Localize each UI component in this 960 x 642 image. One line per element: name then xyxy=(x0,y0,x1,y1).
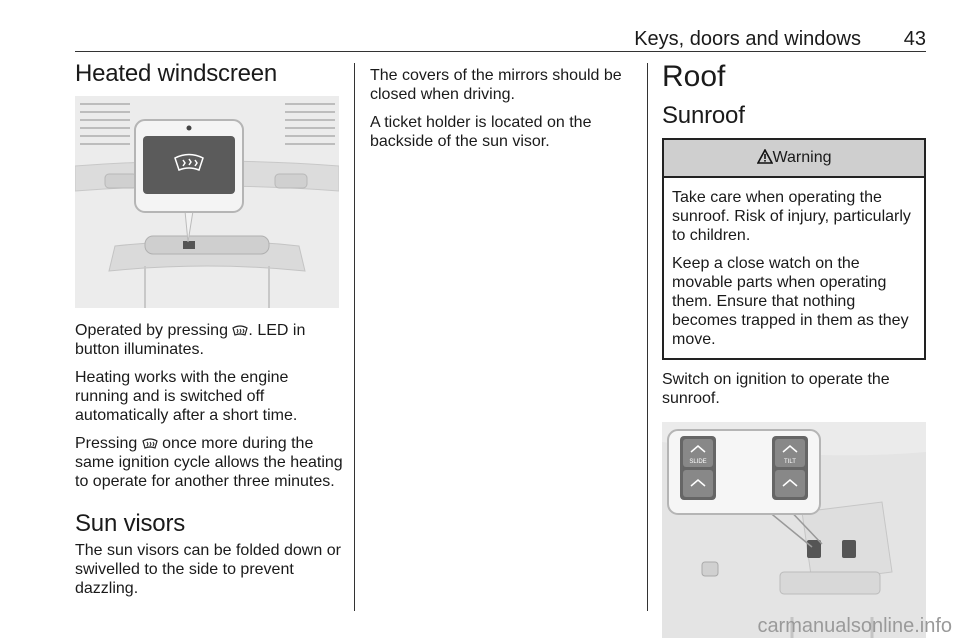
page-number: 43 xyxy=(903,28,926,50)
warning-triangle-icon xyxy=(757,149,773,164)
sunroof-figure xyxy=(662,422,926,638)
windscreen-heat-icon xyxy=(232,325,248,336)
column-3 xyxy=(662,60,926,638)
sunroof-switch-illustration xyxy=(662,422,926,638)
heated-windscreen-heading: Heated windscreen xyxy=(75,60,278,87)
p-operated-pre: Operated by pressing xyxy=(75,322,233,339)
column-divider-2 xyxy=(647,63,648,611)
p-pressing-post: once more during the same ignition cycle allows the heating to operate for another three minutes. xyxy=(75,435,343,490)
paragraph-operated xyxy=(75,321,345,359)
sunroof-heading: Sunroof xyxy=(662,102,745,129)
windscreen-heat-icon xyxy=(142,438,158,449)
warning-box xyxy=(662,138,926,360)
warning-body xyxy=(664,178,924,349)
column-divider-1 xyxy=(354,63,355,611)
dashboard-illustration xyxy=(75,96,339,308)
warning-paragraph-2: Keep a close watch on the movable parts when operating them. Ensure that nothing becomes trapped in them as they move. xyxy=(672,255,909,348)
tilt-switch-label: TILT xyxy=(784,459,796,465)
column-2 xyxy=(370,66,632,160)
paragraph-ticket-holder: A ticket holder is located on the backside of the sun visor. xyxy=(370,114,592,150)
p-operated-post: . LED in button illuminates. xyxy=(75,322,306,358)
roof-heading: Roof xyxy=(662,60,726,93)
warning-header xyxy=(664,140,924,178)
p-pressing-pre: Pressing xyxy=(75,435,142,452)
paragraph-pressing xyxy=(75,434,345,491)
header-rule xyxy=(75,51,926,52)
heated-windscreen-figure xyxy=(75,96,339,308)
paragraph-heating-works: Heating works with the engine running and is switched off automatically after a short time. xyxy=(75,369,298,424)
sun-visors-heading: Sun visors xyxy=(75,510,186,537)
paragraph-switch-ignition: Switch on ignition to operate the sunroof. xyxy=(662,371,890,407)
slide-switch-label: SLIDE xyxy=(689,459,707,465)
page-header xyxy=(75,28,926,50)
warning-label: Warning xyxy=(772,149,832,166)
section-title: Keys, doors and windows xyxy=(634,28,861,50)
paragraph-mirror-covers: The covers of the mirrors should be closed when driving. xyxy=(370,67,622,103)
warning-paragraph-1: Take care when operating the sunroof. Risk of injury, particularly to children. xyxy=(672,189,911,244)
column-1 xyxy=(75,60,345,607)
watermark: carmanualsonline.info xyxy=(757,615,952,637)
paragraph-sun-visors: The sun visors can be folded down or swivelled to the side to prevent dazzling. xyxy=(75,542,341,597)
